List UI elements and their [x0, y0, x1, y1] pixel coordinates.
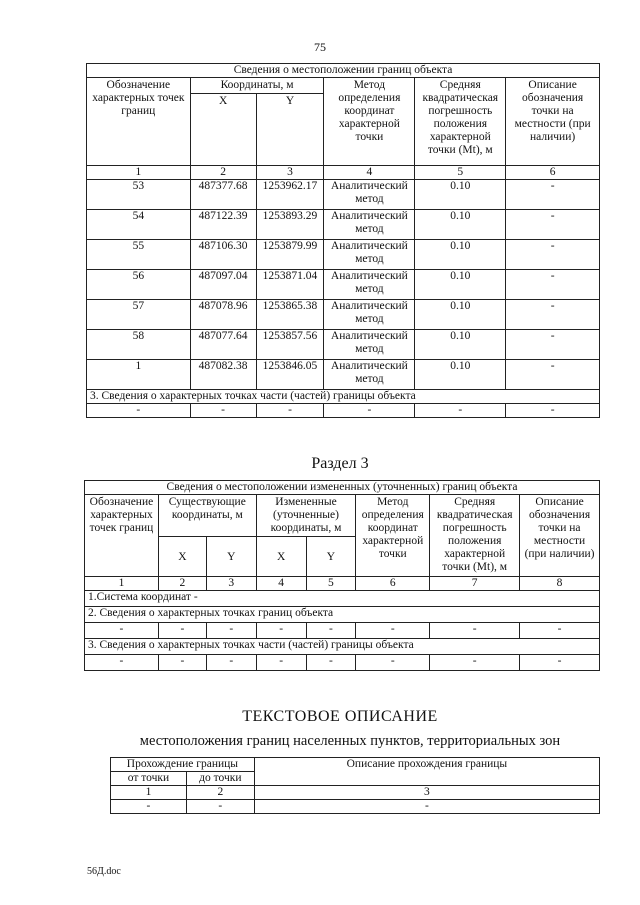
header-description: Описание прохождения границы — [254, 758, 599, 786]
empty-cell: - — [85, 655, 159, 671]
table-row — [87, 300, 600, 330]
empty-cell: - — [506, 404, 600, 418]
header-coords: Координаты, м — [190, 78, 324, 94]
description: - — [506, 210, 600, 240]
header-row — [85, 495, 600, 537]
coord-x: 487082.38 — [190, 360, 256, 390]
coord-x: 487122.39 — [190, 210, 256, 240]
empty-cell: - — [520, 623, 600, 639]
coord-y: 1253865.38 — [256, 300, 324, 330]
header-description: Описание обозначения точки на местности (при наличии) — [506, 78, 600, 166]
text-description-subheading: местоположения границ населенных пунктов, территориальных зон — [139, 733, 561, 749]
table-row — [87, 270, 600, 300]
column-number: 3 — [254, 786, 599, 800]
table-row — [87, 330, 600, 360]
point-number: 1 — [87, 360, 191, 390]
coord-x: 487377.68 — [190, 180, 256, 210]
description: - — [506, 240, 600, 270]
column-number: 3 — [206, 577, 256, 591]
table-title-row — [87, 64, 600, 78]
header-error: Средняя квадратическая погрешность положения характерной точки (Mt), м — [415, 78, 506, 166]
table-row — [87, 240, 600, 270]
parts-heading: 3. Сведения о характерных точках части (частей) границы объекта — [87, 390, 600, 404]
boundary-points-table — [86, 63, 600, 418]
table-row — [87, 180, 600, 210]
empty-cell: - — [306, 623, 356, 639]
empty-cell: - — [430, 655, 520, 671]
header-passage: Прохождение границы — [111, 758, 255, 772]
empty-cell: - — [356, 655, 430, 671]
method: Аналитический метод — [324, 300, 415, 330]
empty-cell: - — [256, 655, 306, 671]
point-number: 55 — [87, 240, 191, 270]
description: - — [506, 300, 600, 330]
parts-heading: 3. Сведения о характерных точках части (частей) границы объекта — [85, 639, 600, 655]
column-number: 1 — [85, 577, 159, 591]
from-point: - — [111, 800, 187, 814]
table-title: Сведения о местоположении измененных (уточненных) границ объекта — [85, 481, 600, 495]
header-y: Y — [206, 537, 256, 577]
header-description: Описание обозначения точки на местности (при наличии) — [520, 495, 600, 577]
error: 0.10 — [415, 180, 506, 210]
empty-cell: - — [520, 655, 600, 671]
method: Аналитический метод — [324, 270, 415, 300]
method: Аналитический метод — [324, 210, 415, 240]
passage-description: - — [254, 800, 599, 814]
column-number: 6 — [356, 577, 430, 591]
empty-cell: - — [256, 404, 324, 418]
boundary-passage-table — [110, 757, 600, 814]
empty-cell: - — [324, 404, 415, 418]
table-row — [87, 360, 600, 390]
point-number: 54 — [87, 210, 191, 240]
header-x: X — [158, 537, 206, 577]
coord-x: 487106.30 — [190, 240, 256, 270]
table-title-row — [85, 481, 600, 495]
method: Аналитический метод — [324, 360, 415, 390]
table-row — [87, 210, 600, 240]
column-number: 6 — [506, 166, 600, 180]
description: - — [506, 270, 600, 300]
header-designation: Обозначение характерных точек границ — [85, 495, 159, 577]
header-row — [87, 78, 600, 94]
header-existing: Существующие координаты, м — [158, 495, 256, 537]
empty-cell: - — [306, 655, 356, 671]
method: Аналитический метод — [324, 330, 415, 360]
text-description-heading: ТЕКСТОВОЕ ОПИСАНИЕ — [242, 708, 438, 725]
section-heading: Раздел 3 — [311, 455, 369, 472]
column-number: 4 — [256, 577, 306, 591]
empty-cell: - — [415, 404, 506, 418]
header-x: X — [256, 537, 306, 577]
to-point: - — [186, 800, 254, 814]
header-from: от точки — [111, 772, 187, 786]
method: Аналитический метод — [324, 240, 415, 270]
empty-cell: - — [356, 623, 430, 639]
parts-heading-row — [87, 390, 600, 404]
table-title: Сведения о местоположении границ объекта — [87, 64, 600, 78]
error: 0.10 — [415, 270, 506, 300]
error: 0.10 — [415, 240, 506, 270]
empty-cell: - — [430, 623, 520, 639]
footer-filename: 56Д.doc — [87, 866, 121, 877]
error: 0.10 — [415, 360, 506, 390]
description: - — [506, 180, 600, 210]
empty-cell: - — [158, 655, 206, 671]
boundary-points-heading-row — [85, 607, 600, 623]
column-number: 5 — [415, 166, 506, 180]
description: - — [506, 360, 600, 390]
coord-x: 487078.96 — [190, 300, 256, 330]
header-method: Метод определения координат характерной точки — [356, 495, 430, 577]
empty-cell: - — [206, 623, 256, 639]
column-number: 1 — [111, 786, 187, 800]
column-number: 2 — [190, 166, 256, 180]
header-to: до точки — [186, 772, 254, 786]
point-number: 56 — [87, 270, 191, 300]
column-number: 1 — [87, 166, 191, 180]
coord-y: 1253893.29 — [256, 210, 324, 240]
column-number-row — [87, 166, 600, 180]
parts-heading-row — [85, 639, 600, 655]
point-number: 53 — [87, 180, 191, 210]
column-number: 3 — [256, 166, 324, 180]
header-y: Y — [306, 537, 356, 577]
column-number: 2 — [158, 577, 206, 591]
page-number: 75 — [314, 40, 326, 54]
header-designation: Обозначение характерных точек границ — [87, 78, 191, 166]
coord-x: 487097.04 — [190, 270, 256, 300]
empty-cell: - — [206, 655, 256, 671]
column-number: 4 — [324, 166, 415, 180]
column-number: 2 — [186, 786, 254, 800]
coord-y: 1253879.99 — [256, 240, 324, 270]
header-error: Средняя квадратическая погрешность положения характерной точки (Mt), м — [430, 495, 520, 577]
changed-boundaries-table — [84, 480, 600, 671]
coord-y: 1253962.17 — [256, 180, 324, 210]
error: 0.10 — [415, 210, 506, 240]
coord-y: 1253857.56 — [256, 330, 324, 360]
empty-cell: - — [158, 623, 206, 639]
header-x: X — [190, 94, 256, 166]
empty-cell: - — [85, 623, 159, 639]
boundary-points-heading: 2. Сведения о характерных точках границ объекта — [85, 607, 600, 623]
header-row — [111, 758, 600, 772]
point-number: 58 — [87, 330, 191, 360]
header-y: Y — [256, 94, 324, 166]
description: - — [506, 330, 600, 360]
coord-y: 1253846.05 — [256, 360, 324, 390]
parts-row — [87, 404, 600, 418]
boundary-points-row — [85, 623, 600, 639]
parts-row — [85, 655, 600, 671]
empty-cell: - — [87, 404, 191, 418]
method: Аналитический метод — [324, 180, 415, 210]
header-method: Метод определения координат характерной точки — [324, 78, 415, 166]
coord-x: 487077.64 — [190, 330, 256, 360]
coord-system-row — [85, 591, 600, 607]
header-changed: Измененные (уточненные) координаты, м — [256, 495, 356, 537]
column-number-row — [111, 786, 600, 800]
coord-system: 1.Система координат - — [85, 591, 600, 607]
column-number: 7 — [430, 577, 520, 591]
column-number: 5 — [306, 577, 356, 591]
empty-cell: - — [256, 623, 306, 639]
point-number: 57 — [87, 300, 191, 330]
error: 0.10 — [415, 330, 506, 360]
column-number: 8 — [520, 577, 600, 591]
error: 0.10 — [415, 300, 506, 330]
coord-y: 1253871.04 — [256, 270, 324, 300]
column-number-row — [85, 577, 600, 591]
table-row — [111, 800, 600, 814]
empty-cell: - — [190, 404, 256, 418]
